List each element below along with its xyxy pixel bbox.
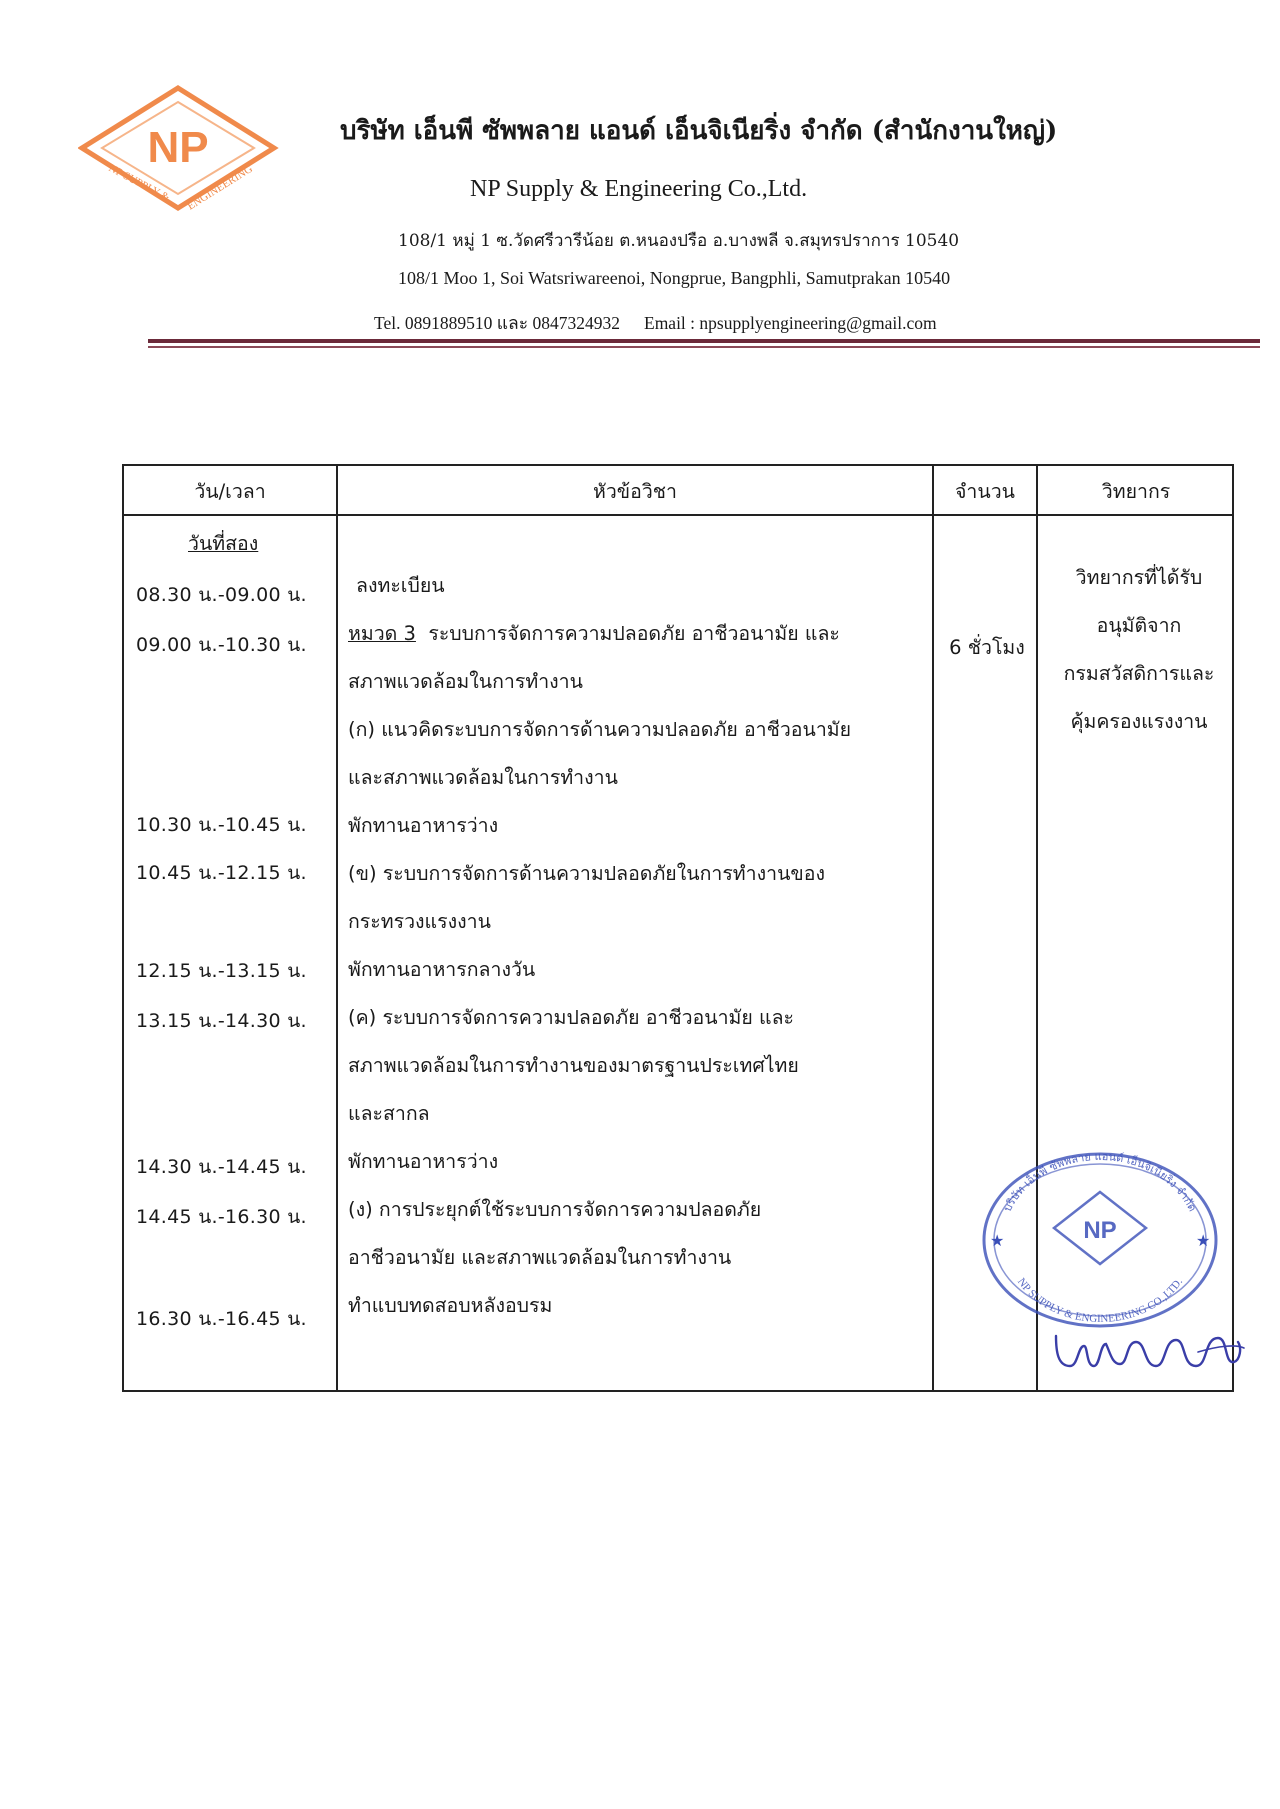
topic-break: พักทานอาหารว่าง xyxy=(348,814,499,837)
company-logo xyxy=(78,82,280,232)
header-rule-thin xyxy=(148,346,1260,348)
topic-test: ทำแบบทดสอบหลังอบรม xyxy=(348,1294,553,1317)
time-slot: 14.30 น.-14.45 น. xyxy=(136,1156,307,1178)
company-name-th: บริษัท เอ็นพี ซัพพลาย แอนด์ เอ็นจิเนียริ่ง จำกัด (สำนักงานใหญ่) xyxy=(340,116,1058,146)
header-topic: หัวข้อวิชา xyxy=(593,480,677,503)
speaker-line: วิทยากรที่ได้รับ xyxy=(1075,566,1203,589)
header-hours: จำนวน xyxy=(955,480,1015,503)
header-rule xyxy=(148,339,1260,343)
section-label: หมวด 3 xyxy=(348,622,416,645)
header-divider xyxy=(124,514,1232,516)
speaker-line: อนุมัติจาก xyxy=(1096,614,1182,637)
time-slot: 16.30 น.-16.45 น. xyxy=(136,1308,307,1330)
svg-text:NP: NP xyxy=(1083,1217,1117,1244)
topic-line: (ค) ระบบการจัดการความปลอดภัย อาชีวอนามัย และ xyxy=(348,1006,794,1029)
hours-value: 6 ชั่วโมง xyxy=(949,636,1025,659)
speaker-line: คุ้มครองแรงงาน xyxy=(1070,710,1208,733)
svg-text:NP: NP xyxy=(147,123,209,172)
topic-line: และสภาพแวดล้อมในการทำงาน xyxy=(348,766,618,789)
stamp-ring-text-th: บริษัท เอ็นพี ซัพพลาย แอนด์ เอ็นจิเนียริ่ง จำกัด xyxy=(1000,1149,1200,1214)
phone-numbers: Tel. 0891889510 และ 0847324932 xyxy=(374,313,620,333)
topic-line: อาชีวอนามัย และสภาพแวดล้อมในการทำงาน xyxy=(348,1246,732,1269)
day-label: วันที่สอง xyxy=(188,532,259,555)
address-th: 108/1 หมู่ 1 ซ.วัดศรีวารีน้อย ต.หนองปรือ อ.บางพลี จ.สมุทรปราการ 10540 xyxy=(398,231,960,251)
topic-section-heading xyxy=(348,618,840,649)
logo-ring-text-left: NP SUPPLY & xyxy=(106,162,172,205)
topic-line: (ข) ระบบการจัดการด้านความปลอดภัยในการทำงานของ xyxy=(348,862,825,885)
stamp-ring-text-en: NP SUPPLY & ENGINEERING CO.,LTD. xyxy=(1014,1275,1186,1326)
handwritten-signature xyxy=(1048,1322,1248,1380)
header-datetime: วัน/เวลา xyxy=(194,480,266,503)
topic-lunch: พักทานอาหารกลางวัน xyxy=(348,958,536,981)
time-slot: 10.30 น.-10.45 น. xyxy=(136,814,307,836)
company-stamp xyxy=(976,1140,1224,1330)
time-slot: 13.15 น.-14.30 น. xyxy=(136,1010,307,1032)
address-en: 108/1 Moo 1, Soi Watsriwareenoi, Nongprue, Bangphli, Samutprakan 10540 xyxy=(398,268,951,288)
topic-break: พักทานอาหารว่าง xyxy=(348,1150,499,1173)
topic-line: สภาพแวดล้อมในการทำงานของมาตรฐานประเทศไทย xyxy=(348,1054,799,1077)
topic-line: (ก) แนวคิดระบบการจัดการด้านความปลอดภัย อาชีวอนามัย xyxy=(348,718,852,741)
column-divider xyxy=(336,466,338,1390)
topic-line: (ง) การประยุกต์ใช้ระบบการจัดการความปลอดภัย xyxy=(348,1198,762,1221)
contact-line xyxy=(374,309,937,337)
topic-line: และสากล xyxy=(348,1102,430,1125)
topic-line: สภาพแวดล้อมในการทำงาน xyxy=(348,670,583,693)
column-divider xyxy=(932,466,934,1390)
time-slot: 14.45 น.-16.30 น. xyxy=(136,1206,307,1228)
logo-ring-text-right: ENGINEERING xyxy=(185,162,255,213)
time-slot: 09.00 น.-10.30 น. xyxy=(136,634,307,656)
stamp-star-icon: ★ xyxy=(990,1231,1005,1250)
email-address: Email : npsupplyengineering@gmail.com xyxy=(644,313,937,333)
section-title: ระบบการจัดการความปลอดภัย อาชีวอนามัย และ xyxy=(428,622,840,645)
time-slot: 12.15 น.-13.15 น. xyxy=(136,960,307,982)
topic-line: กระทรวงแรงงาน xyxy=(348,910,491,933)
time-slot: 10.45 น.-12.15 น. xyxy=(136,862,307,884)
speaker-line: กรมสวัสดิการและ xyxy=(1063,662,1215,685)
time-slot: 08.30 น.-09.00 น. xyxy=(136,584,307,606)
topic-registration: ลงทะเบียน xyxy=(356,574,445,597)
header-speaker: วิทยากร xyxy=(1101,480,1171,503)
company-name-en: NP Supply & Engineering Co.,Ltd. xyxy=(470,176,808,202)
stamp-star-icon: ★ xyxy=(1196,1231,1211,1250)
